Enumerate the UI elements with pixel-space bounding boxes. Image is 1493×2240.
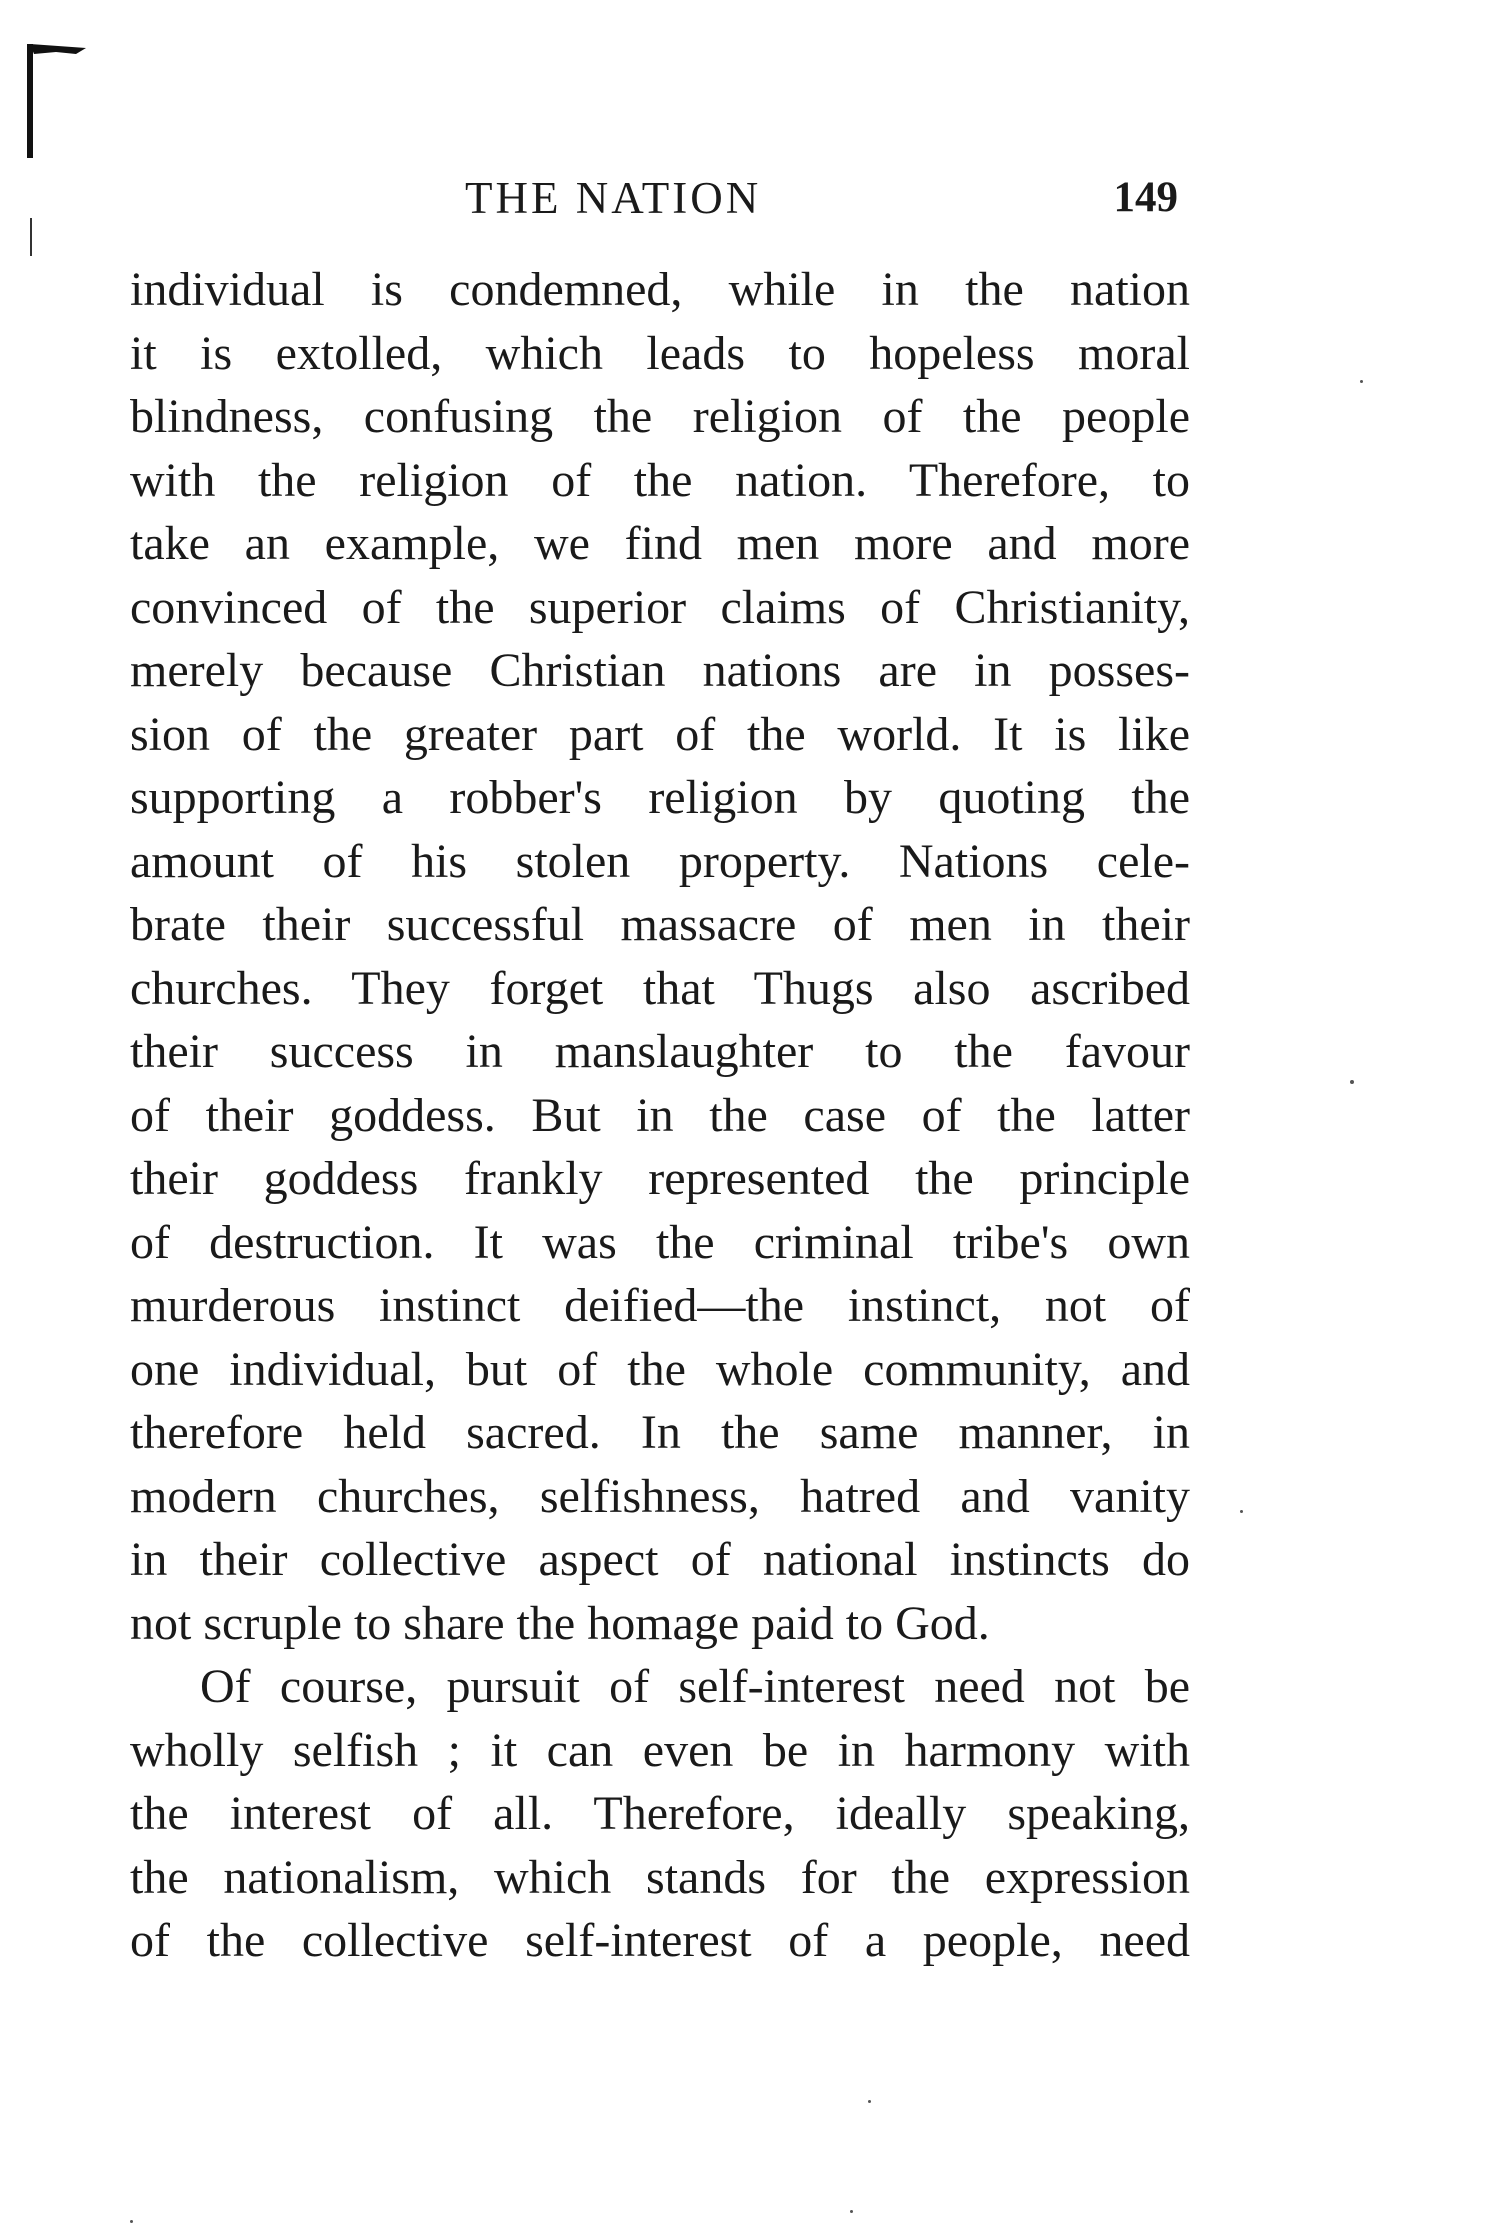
running-title: THE NATION bbox=[465, 173, 762, 223]
text-line: therefore held sacred. In the same manner, in bbox=[130, 1406, 1190, 1459]
running-head bbox=[0, 168, 1493, 228]
paragraph-1 bbox=[130, 258, 1190, 1655]
text-line: the nationalism, which stands for the expression bbox=[130, 1850, 1190, 1904]
text-line: churches. They forget that Thugs also ascribed bbox=[130, 961, 1190, 1015]
text-line: take an example, we find men more and more bbox=[130, 517, 1190, 570]
text-line: merely because Christian nations are in posses- bbox=[130, 644, 1190, 697]
scan-speck bbox=[1240, 1510, 1243, 1513]
text-line: it is extolled, which leads to hopeless moral bbox=[130, 326, 1190, 380]
text-line: modern churches, selfishness, hatred and vanity bbox=[130, 1469, 1190, 1523]
text-line: amount of his stolen property. Nations cele- bbox=[130, 834, 1190, 888]
text-line: the interest of all. Therefore, ideally speaking, bbox=[130, 1787, 1190, 1840]
text-line: of destruction. It was the criminal tribe's own bbox=[130, 1215, 1190, 1269]
text-line: in their collective aspect of national instincts do bbox=[130, 1533, 1190, 1586]
text-line: brate their successful massacre of men in their bbox=[130, 898, 1190, 951]
scan-speck bbox=[850, 2210, 853, 2213]
corner-mark bbox=[26, 40, 96, 160]
text-line: their success in manslaughter to the favour bbox=[130, 1025, 1190, 1078]
text-line: with the religion of the nation. Therefore, to bbox=[130, 453, 1190, 507]
text-line: convinced of the superior claims of Christianity, bbox=[130, 580, 1190, 634]
body-text bbox=[130, 258, 1190, 1973]
page-number: 149 bbox=[1113, 174, 1178, 221]
scan-speck bbox=[1360, 380, 1363, 383]
text-line: of the collective self-interest of a people, need bbox=[130, 1914, 1190, 1967]
scan-speck bbox=[868, 2100, 871, 2103]
text-line: blindness, confusing the religion of the people bbox=[130, 390, 1190, 443]
text-line: one individual, but of the whole community, and bbox=[130, 1342, 1190, 1396]
text-line: murderous instinct deified—the instinct, not of bbox=[130, 1279, 1190, 1332]
text-line: supporting a robber's religion by quoting the bbox=[130, 771, 1190, 824]
text-line: not scruple to share the homage paid to God. bbox=[130, 1596, 990, 1650]
scan-speck bbox=[130, 2220, 133, 2223]
text-line: Of course, pursuit of self-interest need not be bbox=[200, 1660, 1190, 1713]
text-line: wholly selfish ; it can even be in harmony with bbox=[130, 1723, 1190, 1777]
paragraph-2 bbox=[130, 1655, 1190, 1973]
text-line: sion of the greater part of the world. It is like bbox=[130, 707, 1190, 761]
text-line: of their goddess. But in the case of the latter bbox=[130, 1088, 1190, 1142]
scan-speck bbox=[1350, 1080, 1354, 1084]
text-line: individual is condemned, while in the nation bbox=[130, 263, 1190, 316]
text-line: their goddess frankly represented the principle bbox=[130, 1152, 1190, 1205]
